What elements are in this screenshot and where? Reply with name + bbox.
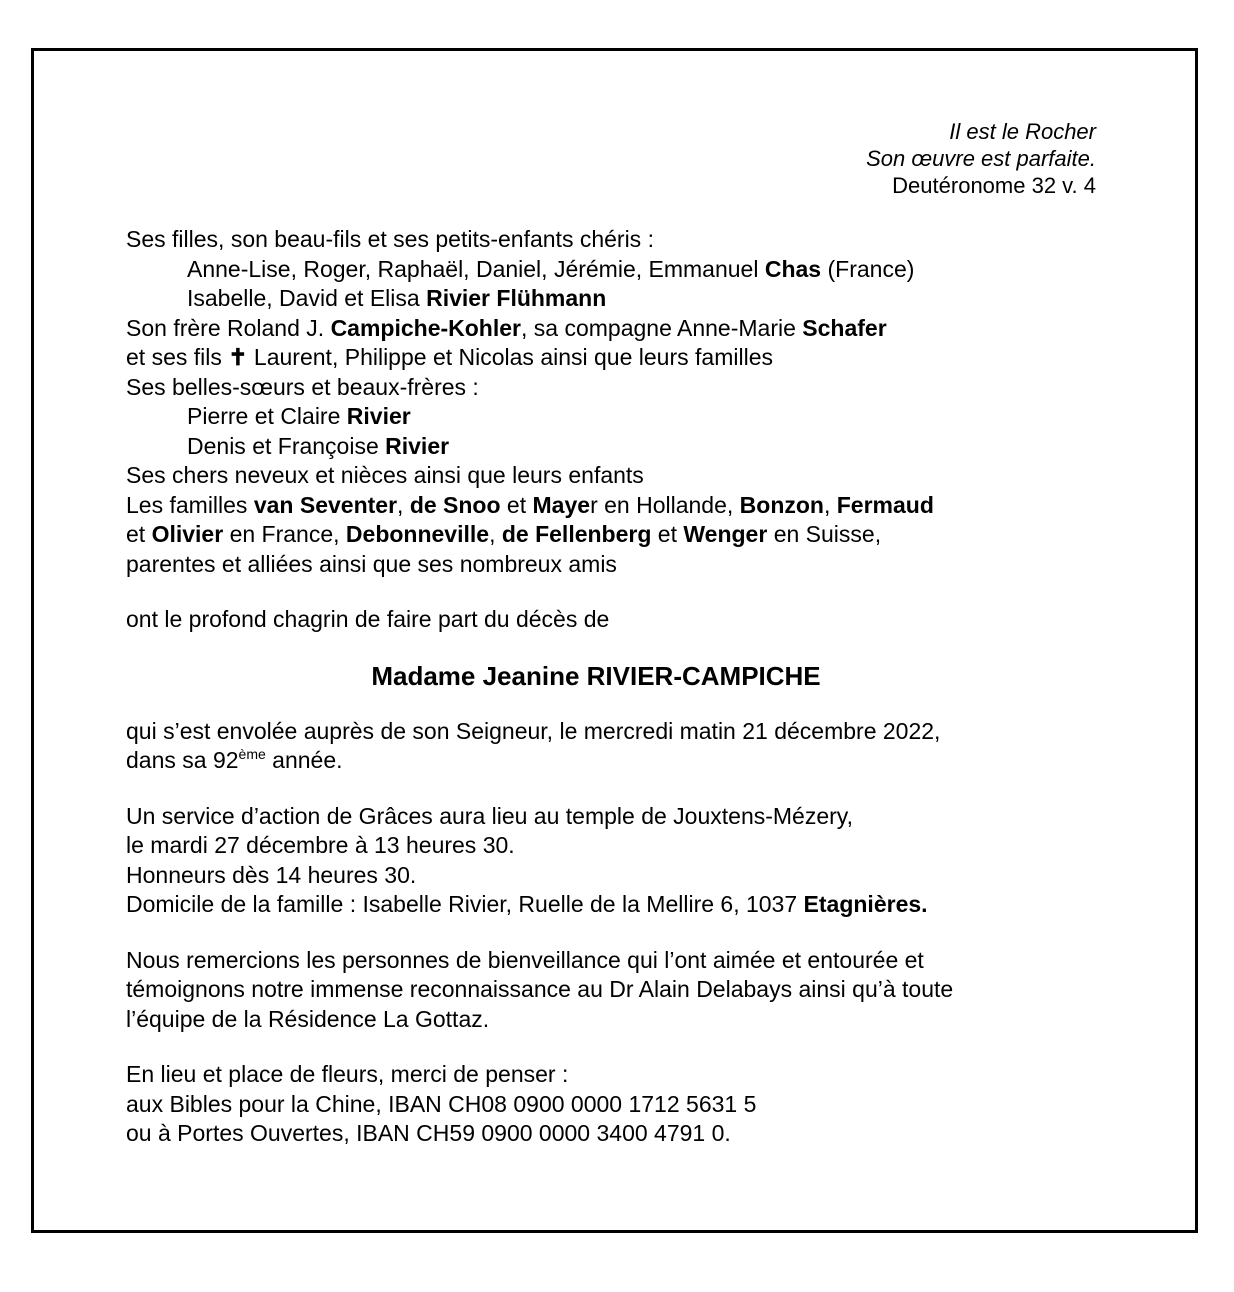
donations-line-2: aux Bibles pour la Chine, IBAN CH08 0900 0000 1712 5631 5 [126,1090,757,1117]
family-intro: Ses filles, son beau-fils et ses petits-enfants chéris : [126,226,654,252]
family-olivier: Olivier [151,521,224,547]
inlaw-1-name: Rivier [346,403,411,429]
announcement-intro: ont le profond chagrin de faire part du décès de [126,606,610,632]
sons-line [126,343,1086,373]
family-address: Domicile de la famille : Isabelle Rivier, Ruelle de la Mellire 6, 1037 [126,891,804,917]
family-line-1-suffix: (France) [821,255,915,282]
family-name-chas: Chas [764,255,822,282]
family-name-rivier-fluhmann: Rivier Flühmann [426,285,607,311]
service-line-1: Un service d’action de Grâces aura lieu au temple de Jouxtens-Mézery, [126,802,853,829]
death-line-2 [126,746,1086,776]
donations-line-3: ou à Portes Ouvertes, IBAN CH59 0900 0000 3400 4791 0. [126,1120,731,1146]
family-de-fellenberg: de Fellenberg [501,521,652,547]
epigraph-reference: Deutéronome 32 v. 4 [892,173,1096,198]
thanks-line-3: l’équipe de la Résidence La Gottaz. [126,1005,490,1032]
separator-comma: , [397,491,410,518]
epigraph-line-2: Son œuvre est parfaite. [866,146,1096,171]
family-van-seventer: van Seventer [253,491,398,518]
families-line-2 [126,520,1086,550]
donations-line-1: En lieu et place de fleurs, merci de penser : [126,1061,569,1087]
family-line-2 [126,284,1086,314]
inlaw-1-text: Pierre et Claire [187,403,347,429]
inlaw-2-text: Denis et Françoise [187,432,386,459]
family-bonzon: Bonzon [739,491,824,518]
nephews-line: Ses chers neveux et nièces ainsi que leurs enfants [126,462,644,488]
family-mayer: Maye [532,491,591,518]
suisse-text: en Suisse, [767,521,882,547]
mayer-tail: r en Hollande, [590,491,740,518]
companion-name: Schafer [802,314,887,341]
sons-prefix: et ses fils [126,344,229,370]
ordinal-suffix: ème [238,746,266,762]
thanks-line-1: Nous remercions les personnes de bienveillance qui l’ont aimée et entourée et [126,946,924,973]
service-line-3: Honneurs dès 14 heures 30. [126,861,417,888]
families-line-1 [126,491,1086,521]
separator-comma: , [823,491,837,518]
death-line-2-prefix: dans sa 92 [126,747,239,773]
separator-et: et [500,491,533,518]
death-line-1: qui s’est envolée auprès de son Seigneur, le mercredi matin 21 décembre 2022, [126,717,941,744]
inlaw-line-2 [126,432,1086,462]
sons-text: Laurent, Philippe et Nicolas ainsi que leurs familles [247,344,773,370]
inlaws-intro: Ses belles-sœurs et beaux-frères : [126,373,479,400]
france-text: en France, [223,521,346,547]
family-line-2-text: Isabelle, David et Elisa [187,285,427,311]
brother-name: Campiche-Kohler [330,314,521,341]
friends-line: parentes et alliées ainsi que ses nombreux amis [126,550,617,577]
notice-body [126,225,1086,1149]
service-line-2: le mardi 27 décembre à 13 heures 30. [126,832,515,858]
deceased-name: Madame Jeanine RIVIER-CAMPICHE [371,660,821,691]
epigraph [866,118,1096,199]
family-fermaud: Fermaud [836,491,934,518]
family-debonneville: Debonneville [345,521,490,547]
cross-icon: ✝ [228,344,248,370]
family-wenger: Wenger [683,521,768,547]
inlaw-line-1 [126,402,1086,432]
brother-line [126,314,1086,344]
family-line-1 [126,255,1086,285]
brother-prefix: Son frère Roland J. [126,314,331,341]
family-address-place: Etagnières. [803,891,928,917]
inlaw-2-name: Rivier [385,432,450,459]
families-prefix: Les familles [126,491,254,518]
death-line-2-suffix: année. [265,747,343,773]
service-line-4 [126,890,1086,920]
brother-mid: , sa compagne Anne-Marie [521,314,803,341]
separator-comma: , [489,521,502,547]
family-de-snoo: de Snoo [409,491,501,518]
separator-et: et [651,521,684,547]
family-line-1-text: Anne-Lise, Roger, Raphaël, Daniel, Jérémie, Emmanuel [187,255,765,282]
separator-et: et [126,521,152,547]
thanks-line-2: témoignons notre immense reconnaissance au Dr Alain Delabays ainsi qu’à toute [126,976,954,1002]
epigraph-line-1: Il est le Rocher [949,119,1096,144]
